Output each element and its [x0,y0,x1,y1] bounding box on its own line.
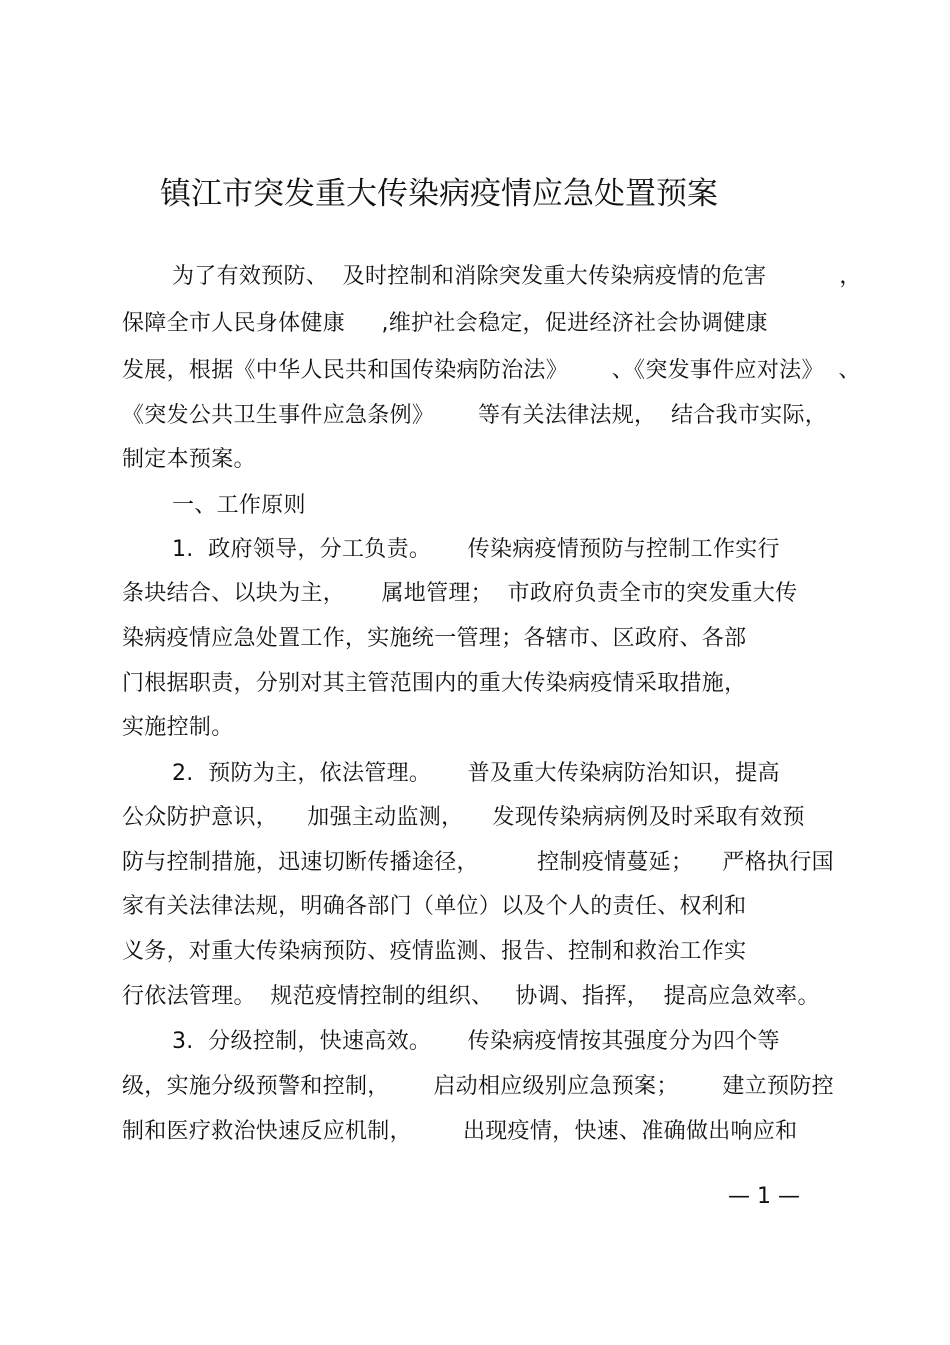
body-line: 制和医疗救治快速反应机制， 出现疫情，快速、准确做出响应和 [122,1119,798,1144]
body-line: 公众防护意识， 加强主动监测， 发现传染病病例及时采取有效预 [122,805,805,830]
body-line: 实施控制。 [122,715,234,740]
body-line: 1. 政府领导，分工负责。 传染病疫情预防与控制工作实行 [172,537,780,562]
body-line: 义务，对重大传染病预防、疫情监测、报告、控制和救治工作实 [122,939,747,964]
body-line: 门根据职责，分别对其主管范围内的重大传染病疫情采取措施， [122,671,747,696]
body-line: 《突发公共卫生事件应急条例》 等有关法律法规， 结合我市实际， [122,403,828,428]
body-line: 2. 预防为主，依法管理。 普及重大传染病防治知识，提高 [172,761,780,786]
page-number: — 1 — [728,1184,800,1209]
body-line: 行依法管理。 规范疫情控制的组织、 协调、指挥， 提高应急效率。 [122,984,820,1009]
body-line: 家有关法律法规，明确各部门（单位）以及个人的责任、权利和 [122,894,747,919]
body-line: 条块结合、以块为主， 属地管理； 市政府负责全市的突发重大传 [122,581,798,606]
section-heading: 一、工作原则 [172,493,306,518]
body-line: 发展，根据《中华人民共和国传染病防治法》 、《突发事件应对法》 、 [122,358,861,383]
body-line: 3. 分级控制，快速高效。 传染病疫情按其强度分为四个等 [172,1029,780,1054]
body-line: 为了有效预防、 及时控制和消除突发重大传染病疫情的危害 ， [172,264,862,289]
body-line: 防与控制措施，迅速切断传播途径， 控制疫情蔓延； 严格执行国 [122,850,834,875]
body-line: 保障全市人民身体健康 ,维护社会稳定，促进经济社会协调健康 [122,311,768,336]
document-title: 镇江市突发重大传染病疫情应急处置预案 [160,176,718,212]
body-line: 染病疫情应急处置工作，实施统一管理；各辖市、区政府、各部 [122,626,747,651]
body-line: 制定本预案。 [122,447,256,472]
body-line: 级，实施分级预警和控制， 启动相应级别应急预案； 建立预防控 [122,1074,834,1099]
